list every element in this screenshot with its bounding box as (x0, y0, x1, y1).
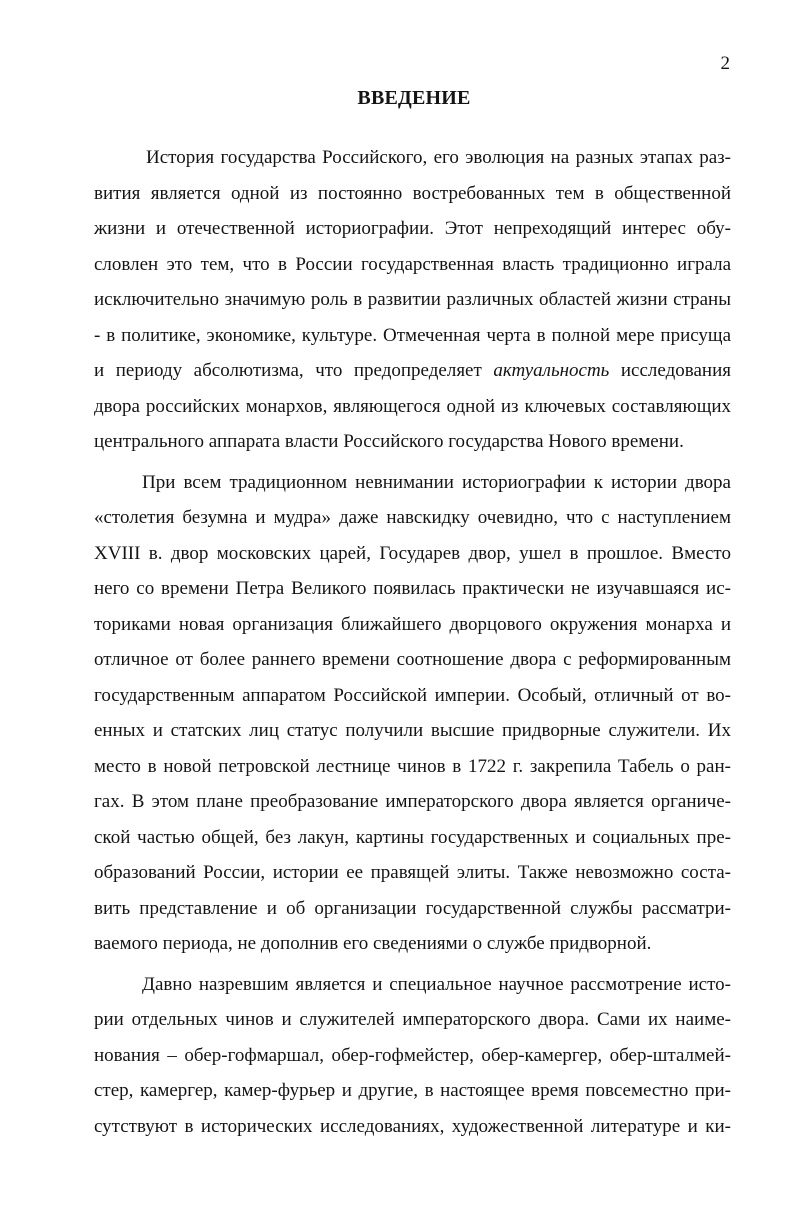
text-line: вить представление и об организации государственной службы рассматри- (94, 897, 731, 919)
page-number: 2 (720, 53, 730, 74)
text-line: словлен это тем, что в России государственная власть традиционно играла (94, 253, 731, 275)
text-line (94, 353, 731, 389)
text-line: центрального аппарата власти Российского государства Нового времени. (94, 431, 684, 452)
text-line: гах. В этом плане преобразование императорского двора является органиче- (94, 791, 731, 812)
text-line: При всем традиционном невнимании историографии к истории двора (142, 471, 731, 493)
paragraph (94, 967, 731, 1145)
text-line: государственным аппаратом Российской империи. Особый, отличный от во- (94, 684, 731, 706)
text-line: ваемого периода, не дополнив его сведениями о службе придворной. (94, 933, 652, 954)
text-line: место в новой петровской лестнице чинов в 1722 г. закрепила Табель о ран- (94, 755, 731, 777)
text-line: рии отдельных чинов и служителей императорского двора. Сами их наиме- (94, 1009, 731, 1030)
text-line: нования – обер-гофмаршал, обер-гофмейстер, обер-камергер, обер-шталмей- (94, 1044, 731, 1066)
text-line: Давно назревшим является и специальное научное рассмотрение исто- (142, 973, 731, 995)
text-line: вития является одной из постоянно востребованных тем в общественной (94, 182, 731, 204)
text-segment: исследования (609, 360, 731, 381)
text-line: История государства Российского, его эволюция на разных этапах раз- (146, 147, 731, 168)
text-line: ской частью общей, без лакун, картины государственных и социальных пре- (94, 826, 731, 848)
text-line: ториками новая организация ближайшего дворцового окружения монарха и (94, 613, 731, 635)
text-segment: и периоду абсолютизма, что предопределяет (94, 360, 494, 381)
text-line: исключительно значимую роль в развитии различных областей жизни страны (94, 289, 731, 310)
text-line: сутствуют в исторических исследованиях, художественной литературе и ки- (94, 1115, 731, 1137)
text-line: стер, камергер, камер-фурьер и другие, в настоящее время повсеместно при- (94, 1080, 731, 1101)
paragraph (94, 140, 731, 460)
paragraph (94, 465, 731, 962)
text-line: енных и статских лиц статус получили высшие придворные служители. Их (94, 720, 731, 741)
text-line: образований России, истории ее правящей элиты. Также невозможно соста- (94, 862, 731, 883)
chapter-title: ВВЕДЕНИЕ (357, 87, 471, 109)
text-line: двора российских монархов, являющегося одной из ключевых составляющих (94, 395, 731, 417)
text-line: него со времени Петра Великого появилась практически не изучавшаяся ис- (94, 578, 731, 599)
text-line: отличное от более раннего времени соотношение двора с реформированным (94, 649, 731, 670)
text-line: XVIII в. двор московских царей, Государев двор, ушел в прошлое. Вместо (94, 542, 731, 564)
text-line: «столетия безумна и мудра» даже навскидку очевидно, что с наступлением (94, 507, 731, 528)
text-line: жизни и отечественной историографии. Этот непреходящий интерес обу- (94, 218, 731, 239)
emphasis-term: актуальность (493, 360, 610, 381)
body-text (94, 140, 731, 1144)
text-line: - в политике, экономике, культуре. Отмеченная черта в полной мере присуща (94, 324, 731, 346)
